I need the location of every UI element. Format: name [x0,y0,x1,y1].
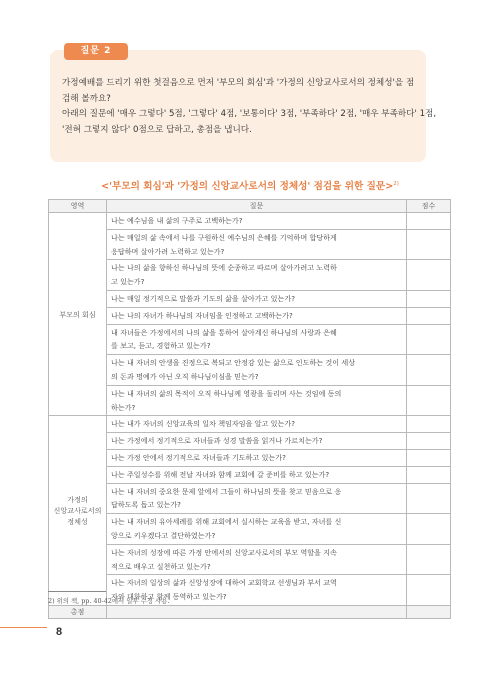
score-cell[interactable] [407,483,451,514]
area-label: 정체성 [67,517,88,527]
table-row [49,260,451,291]
question-text-line: 나는 예수님을 내 삶의 구주로 고백하는가? [111,216,243,225]
area-cell [49,213,107,416]
question-text-line: 내 자녀들은 가정에서의 나의 삶을 통하여 살아계신 하나님의 사랑과 은혜 [111,327,337,337]
header-question: 질문 [107,200,407,213]
table-body [49,213,451,619]
question-text-line: 나는 나의 삶을 향하신 하나님의 뜻에 순종하고 따르며 살아가려고 노력하 [111,263,337,273]
header-score: 점수 [407,200,451,213]
question-cell [107,213,407,230]
question-text-line: 나는 내가 자녀의 신앙교육의 일차 책임자임을 알고 있는가? [111,419,296,429]
score-cell[interactable] [407,544,451,575]
question-text-line: 나는 주일성수를 위해 전날 자녀와 함께 교회에 갈 준비를 하고 있는가? [111,469,330,479]
footnote-ref: 2) [393,180,399,187]
table-row [49,483,451,514]
question-text-line: 나는 자녀의 일상의 삶과 신앙성장에 대하여 교회학교 선생님과 부서 교역 [111,578,337,588]
table-header-row [49,200,451,213]
table-row [49,416,451,433]
table-title [0,178,500,192]
question-text-line: 나는 나의 자녀가 하나님의 자녀임을 인정하고 고백하는가? [111,310,293,320]
table-row [49,433,451,450]
score-cell[interactable] [407,385,451,416]
area-label: 신앙교사로서의 [53,506,102,516]
question-cell [107,229,407,260]
question-text-line: 앙으로 키우겠다고 결단하였는가? [111,530,216,540]
score-cell[interactable] [407,433,451,450]
score-cell[interactable] [407,514,451,545]
question-cell [107,544,407,575]
score-cell[interactable] [407,355,451,386]
question-text-line: 고 있는가? [111,277,145,287]
score-cell[interactable] [407,449,451,466]
question-cell [107,324,407,355]
header-area: 영역 [49,200,107,213]
score-cell[interactable] [407,416,451,433]
score-cell[interactable] [407,229,451,260]
question-text-line: 나는 가정에서 정기적으로 자녀들과 성경 말씀을 읽거나 가르치는가? [111,436,323,446]
question-cell [107,260,407,291]
question-cell [107,449,407,466]
question-text-line: 하는가? [111,402,136,412]
question-text-line: 나는 자녀의 성장에 따른 가정 안에서의 신앙교사로서의 부모 역할을 지속 [111,547,337,557]
table-row [49,324,451,355]
table-row [49,213,451,230]
question-text-line: 적으로 배우고 실천하고 있는가? [111,561,211,571]
question-text-line: 를 보고, 듣고, 경험하고 있는가? [111,341,211,351]
score-cell[interactable] [407,260,451,291]
checklist-table [48,199,451,619]
question-text-line: 나는 내 자녀의 중요한 문제 앞에서 그들이 하나님의 뜻을 찾고 믿음으로 응 [111,486,342,496]
page-accent-line [0,627,47,628]
question-text-line: 나는 내 자녀의 유아세례를 위해 교회에서 실시하는 교육을 받고, 자녀를 신 [111,517,342,527]
total-score-cell[interactable] [407,605,451,618]
area-cell [49,416,107,606]
question-cell [107,290,407,307]
table-row [49,514,451,545]
question-line: 아래의 질문에 '매우 그렇다' 5점, '그렇다' 4점, '보통이다' 3점, '부족하다' 2점, '매우 부족하다' 1점, [62,109,437,119]
table-row [49,290,451,307]
score-cell[interactable] [407,213,451,230]
question-cell [107,514,407,545]
question-line: '전혀 그렇지 않다' 0점으로 답하고, 총점을 냅니다. [62,124,252,135]
question-line: 검해 볼까요? [62,93,111,104]
question-cell [107,466,407,483]
question-text-line: 나는 내 자녀의 안생을 진정으로 복되고 안정감 있는 삶으로 인도하는 것이 세상 [111,358,356,368]
question-text-line: 나는 매일의 삶 속에서 나를 구원하신 예수님의 은혜를 기억하며 합당하게 [111,232,337,242]
table-title-text: <'부모의 회심'과 '가정의 신앙교사로서의 정체성' 점검을 위한 질문> [101,181,394,192]
table-row [49,449,451,466]
score-cell[interactable] [407,324,451,355]
table-row [49,385,451,416]
score-cell[interactable] [407,307,451,324]
question-text-line: 나는 내 자녀의 삶의 목적이 오직 하나님께 영광을 돌리며 사는 것임에 동의 [111,388,342,398]
question-tag: 질문 2 [64,43,128,60]
question-text-line: 응답하며 살아가려 노력하고 있는가? [111,246,225,256]
question-text [62,76,437,138]
footnote-divider [48,591,106,592]
footnote: 2) 위의 책, pp. 40-42에서 일부 수정 사용. [48,597,170,605]
table-row [49,544,451,575]
question-text-line: 나는 가정 안에서 정기적으로 자녀들과 기도하고 있는가? [111,452,286,462]
table-row [49,355,451,386]
question-text-line: 자와 대화하고 함께 동역하고 있는가? [111,592,227,602]
area-label: 가정의 [67,495,88,505]
total-label: 총점 [49,605,107,618]
score-cell[interactable] [407,290,451,307]
total-blank [107,605,407,618]
question-text-line: 나는 매일 정기적으로 말씀과 기도의 삶을 살아가고 있는가? [111,293,296,303]
total-row [49,605,451,618]
question-cell [107,433,407,450]
question-line: 가정예배를 드리기 위한 첫걸음으로 먼저 '부모의 회심'과 '가정의 신앙교사로서의 정체성'을 점 [62,78,415,88]
question-cell [107,307,407,324]
question-cell [107,483,407,514]
question-cell [107,416,407,433]
question-text-line: 답하도록 돕고 있는가? [111,500,181,510]
page-number: 8 [56,626,63,638]
score-cell[interactable] [407,575,451,606]
question-cell [107,355,407,386]
table-row [49,466,451,483]
score-cell[interactable] [407,466,451,483]
table-row [49,307,451,324]
question-text-line: 의 돈과 명예가 아닌 오직 하나님이심을 믿는가? [111,371,259,381]
table-row [49,229,451,260]
question-cell [107,385,407,416]
area-label: 부모의 회심 [59,309,96,319]
